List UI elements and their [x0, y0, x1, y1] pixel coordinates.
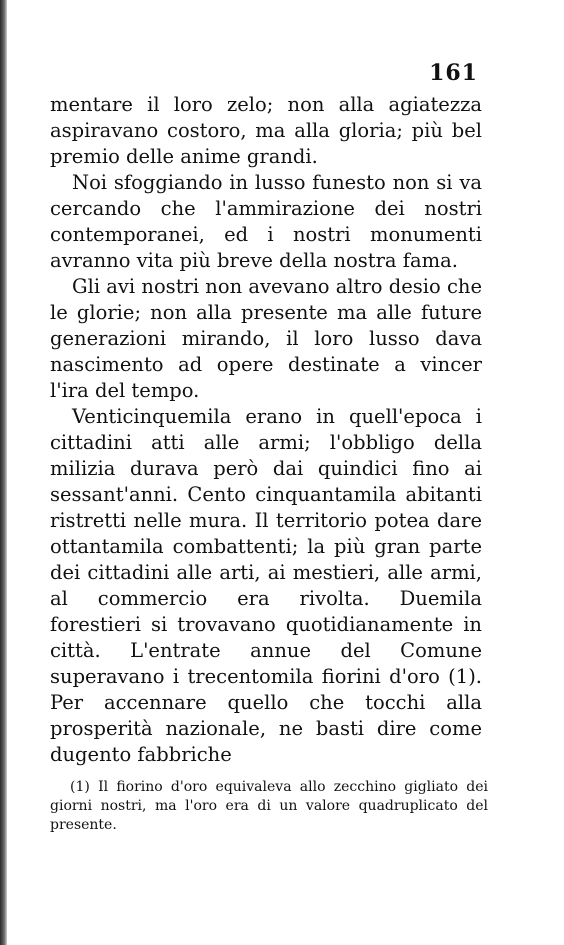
paragraph-4: Venticinquemila erano in quell'epoca i cittadini atti alle armi; l'obbligo della milizia durava però dai quindici fino ai sessant'anni. Cento cinquantamila abitanti ristretti nelle mura. Il territorio potea dare ottantamila combattenti; la più gran parte dei cittadini alle arti, ai mestieri, alle armi, al commercio era rivolta. Duemila forestieri si trovavano quotidianamente in città. L'entrate annue del Comune superavano i trecentomila fiorini d'oro (1). Per accennare quello che tocchi alla prosperità nazionale, ne basti dire come dugento fabbriche [50, 405, 482, 766]
body-text [50, 92, 482, 768]
paragraph-1: mentare il loro zelo; non alla agiatezza aspiravano costoro, ma alla gloria; più bel premio delle anime grandi. [50, 93, 482, 168]
paragraph-2: Noi sfoggiando in lusso funesto non si va cercando che l'ammirazione dei nostri contemporanei, ed i nostri monumenti avranno vita più breve della nostra fama. [50, 171, 482, 272]
footnote [50, 778, 488, 835]
footnote-text: (1) Il fiorino d'oro equivaleva allo zecchino gigliato dei giorni nostri, ma l'oro era di un valore quadruplicato del presente. [50, 779, 488, 833]
page-binding-edge [0, 0, 7, 945]
page-number: 161 [429, 60, 478, 86]
paragraph-3: Gli avi nostri non avevano altro desio che le glorie; non alla presente ma alle future generazioni mirando, il loro lusso dava nascimento ad opere destinate a vincer l'ira del tempo. [50, 275, 482, 402]
